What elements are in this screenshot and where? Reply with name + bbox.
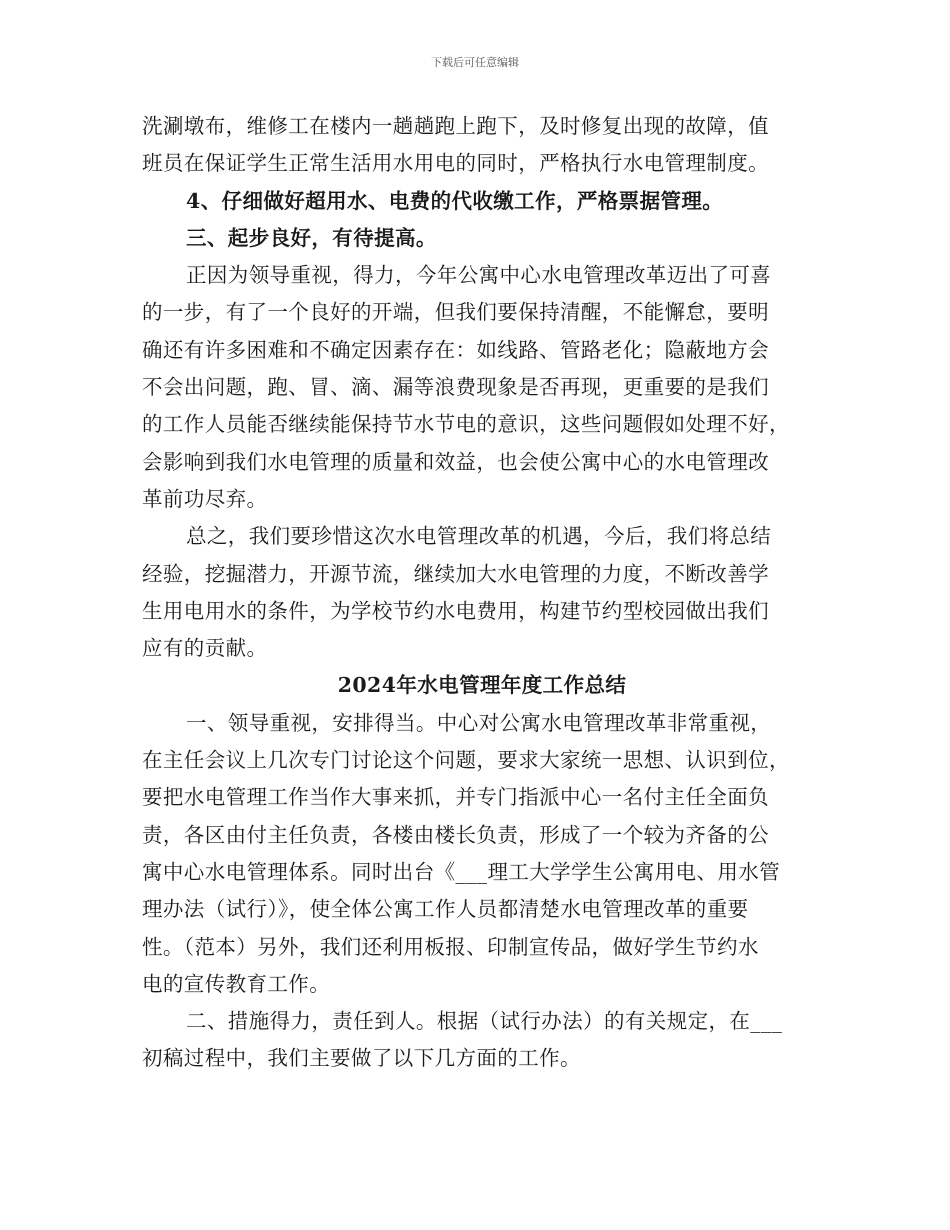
paragraph-line: 一、领导重视，安排得当。中心对公寓水电管理改革非常重视， xyxy=(186,710,772,735)
paragraph-line: 的工作人员能否继续能保持节水节电的意识，这些问题假如处理不好， xyxy=(142,412,790,437)
paragraph-line: 应有的贡献。 xyxy=(142,636,268,661)
paragraph-line: 不会出问题，跑、冒、滴、漏等浪费现象是否再现，更重要的是我们 xyxy=(142,375,769,400)
paragraph-line: 理办法（试行）》，使全体公寓工作人员都清楚水电管理改革的重要 xyxy=(142,897,749,922)
paragraph-line: 电的宣传教育工作。 xyxy=(142,971,331,996)
document-title: 2024年水电管理年度工作总结 xyxy=(337,673,627,698)
paragraph-line: 责，各区由付主任负责，各楼由楼长负责，形成了一个较为齐备的公 xyxy=(142,822,769,847)
paragraph-line: 班员在保证学生正常生活用水用电的同时，严格执行水电管理制度。 xyxy=(142,151,769,176)
paragraph-line: 总之，我们要珍惜这次水电管理改革的机遇，今后，我们将总结 xyxy=(186,524,772,549)
page-header: 下载后可任意编辑 xyxy=(431,56,519,69)
section-heading: 三、起步良好，有待提高。 xyxy=(186,225,437,250)
paragraph-line: 会影响到我们水电管理的质量和效益，也会使公寓中心的水电管理改 xyxy=(142,449,769,474)
paragraph-line: 要把水电管理工作当作大事来抓，并专门指派中心一名付主任全面负 xyxy=(142,785,769,810)
document-body xyxy=(142,108,822,1078)
paragraph-line: 二、措施得力，责任到人。根据（试行办法）的有关规定，在___ xyxy=(186,1009,783,1034)
paragraph-line: 正因为领导重视，得力，今年公寓中心水电管理改革迈出了可喜 xyxy=(186,263,772,288)
paragraph-line: 寓中心水电管理体系。同时出台《___理工大学学生公寓用电、用水管 xyxy=(142,859,781,884)
paragraph-line: 革前功尽弃。 xyxy=(142,486,268,511)
paragraph-line: 洗涮墩布，维修工在楼内一趟趟跑上跑下，及时修复出现的故障，值 xyxy=(142,114,769,138)
paragraph-line: 确还有许多困难和不确定因素存在：如线路、管路老化；隐蔽地方会 xyxy=(142,337,769,362)
section-heading: 4、仔细做好超用水、电费的代收缴工作，严格票据管理。 xyxy=(186,188,724,213)
paragraph-line: 经验，挖掘潜力，开源节流，继续加大水电管理的力度，不断改善学 xyxy=(142,561,769,586)
paragraph-line: 生用电用水的条件，为学校节约水电费用，构建节约型校园做出我们 xyxy=(142,598,769,623)
paragraph-line: 性。（范本）另外，我们还利用板报、印制宣传品，做好学生节约水 xyxy=(142,934,759,959)
paragraph-line: 初稿过程中，我们主要做了以下几方面的工作。 xyxy=(142,1046,581,1071)
paragraph-line: 在主任会议上几次专门讨论这个问题，要求大家统一思想、认识到位， xyxy=(142,748,790,773)
paragraph-line: 的一步，有了一个良好的开端，但我们要保持清醒，不能懈怠，要明 xyxy=(142,300,769,325)
